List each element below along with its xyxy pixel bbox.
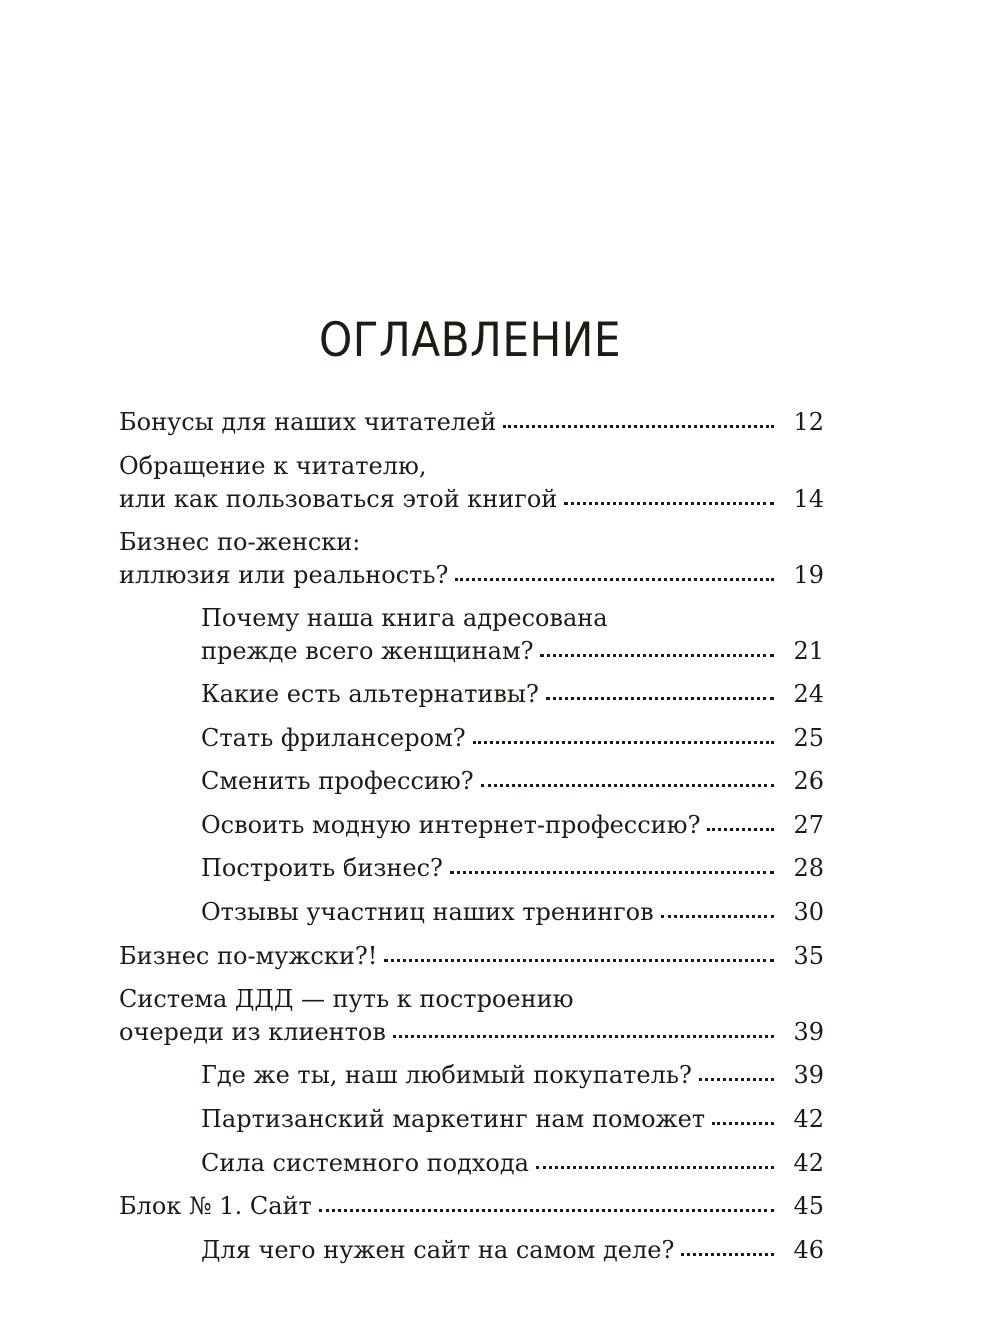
toc-page-number: 42 <box>793 1105 824 1133</box>
toc-entry-title: Сила системного подхода <box>201 1149 529 1177</box>
toc-subentry[interactable] <box>201 766 824 796</box>
dot-leader <box>712 1122 774 1125</box>
toc-entry[interactable] <box>119 451 824 514</box>
toc-entry[interactable] <box>119 984 824 1047</box>
dot-leader <box>473 741 774 744</box>
dot-leader <box>707 828 774 831</box>
toc-page-number: 28 <box>793 854 824 882</box>
toc-page-number: 45 <box>793 1192 824 1220</box>
dot-leader <box>319 1209 774 1212</box>
toc-entry-title: Для чего нужен сайт на самом деле? <box>201 1236 675 1264</box>
toc-entry-title: Бизнес по-женски: <box>119 528 361 556</box>
toc-subentry[interactable] <box>201 810 824 840</box>
toc-page-number: 39 <box>793 1061 824 1089</box>
toc-subentry[interactable] <box>201 853 824 883</box>
dot-leader <box>681 1253 774 1256</box>
toc-entry-title-continued: или как пользоваться этой книгой <box>119 485 558 513</box>
toc-entry-title: Где же ты, наш любимый покупатель? <box>201 1061 692 1089</box>
toc-subentry[interactable] <box>201 603 824 666</box>
toc-entry-title-continued: прежде всего женщинам? <box>201 637 534 665</box>
toc-entry-title: Построить бизнес? <box>201 854 443 882</box>
dot-leader <box>450 871 774 874</box>
toc-page-number: 12 <box>793 408 824 436</box>
toc-entry[interactable] <box>119 1191 824 1221</box>
dot-leader <box>503 425 774 428</box>
toc-entry-title: Обращение к читателю, <box>119 452 427 480</box>
toc-page-number: 42 <box>793 1149 824 1177</box>
dot-leader <box>540 654 774 657</box>
toc-entry-title: Система ДДД — путь к построению <box>119 985 574 1013</box>
dot-leader <box>455 578 774 581</box>
dot-leader <box>699 1078 774 1081</box>
toc-subentry[interactable] <box>201 897 824 927</box>
page-title: ОГЛАВЛЕНИЕ <box>318 313 622 368</box>
toc-entry[interactable] <box>119 407 824 437</box>
dot-leader <box>481 784 774 787</box>
dot-leader <box>564 502 774 505</box>
toc-subentry[interactable] <box>201 1104 824 1134</box>
toc-entry-title: Освоить модную интернет-профессию? <box>201 811 701 839</box>
toc-page-number: 46 <box>793 1236 824 1264</box>
toc-subentry[interactable] <box>201 723 824 753</box>
toc-entry[interactable] <box>119 941 824 971</box>
toc-page-number: 39 <box>793 1018 824 1046</box>
toc-subentry[interactable] <box>201 1235 824 1265</box>
dot-leader <box>393 1035 774 1038</box>
toc-page-number: 24 <box>793 680 824 708</box>
toc-page-number: 19 <box>793 561 824 589</box>
toc-entry-title: Сменить профессию? <box>201 767 474 795</box>
toc-entry-title: Почему наша книга адресована <box>201 604 608 632</box>
toc-subentry[interactable] <box>201 1148 824 1178</box>
toc-page-number: 30 <box>793 898 824 926</box>
dot-leader <box>384 959 774 962</box>
toc-page-number: 26 <box>793 767 824 795</box>
toc-page-number: 14 <box>793 485 824 513</box>
toc-entry-title: Партизанский маркетинг нам поможет <box>201 1105 706 1133</box>
toc-page-number: 21 <box>793 637 824 665</box>
dot-leader <box>661 915 774 918</box>
dot-leader <box>536 1166 774 1169</box>
toc-page-number: 25 <box>793 724 824 752</box>
toc-page-number: 27 <box>793 811 824 839</box>
toc-entry-title: Бизнес по-мужски?! <box>119 942 378 970</box>
toc-entry-title: Блок № 1. Сайт <box>119 1192 312 1220</box>
toc-subentry[interactable] <box>201 679 824 709</box>
toc-entry-title: Какие есть альтернативы? <box>201 680 539 708</box>
toc-entry-title: Бонусы для наших читателей <box>119 408 497 436</box>
toc-entry[interactable] <box>119 527 824 590</box>
toc-page-number: 35 <box>793 942 824 970</box>
toc-entry-title: Стать фрилансером? <box>201 724 466 752</box>
toc-entry-title-continued: очереди из клиентов <box>119 1018 386 1046</box>
toc-subentry[interactable] <box>201 1060 824 1090</box>
toc-entry-title: Отзывы участниц наших тренингов <box>201 898 654 926</box>
toc-entry-title-continued: иллюзия или реальность? <box>119 561 449 589</box>
dot-leader <box>546 697 774 700</box>
